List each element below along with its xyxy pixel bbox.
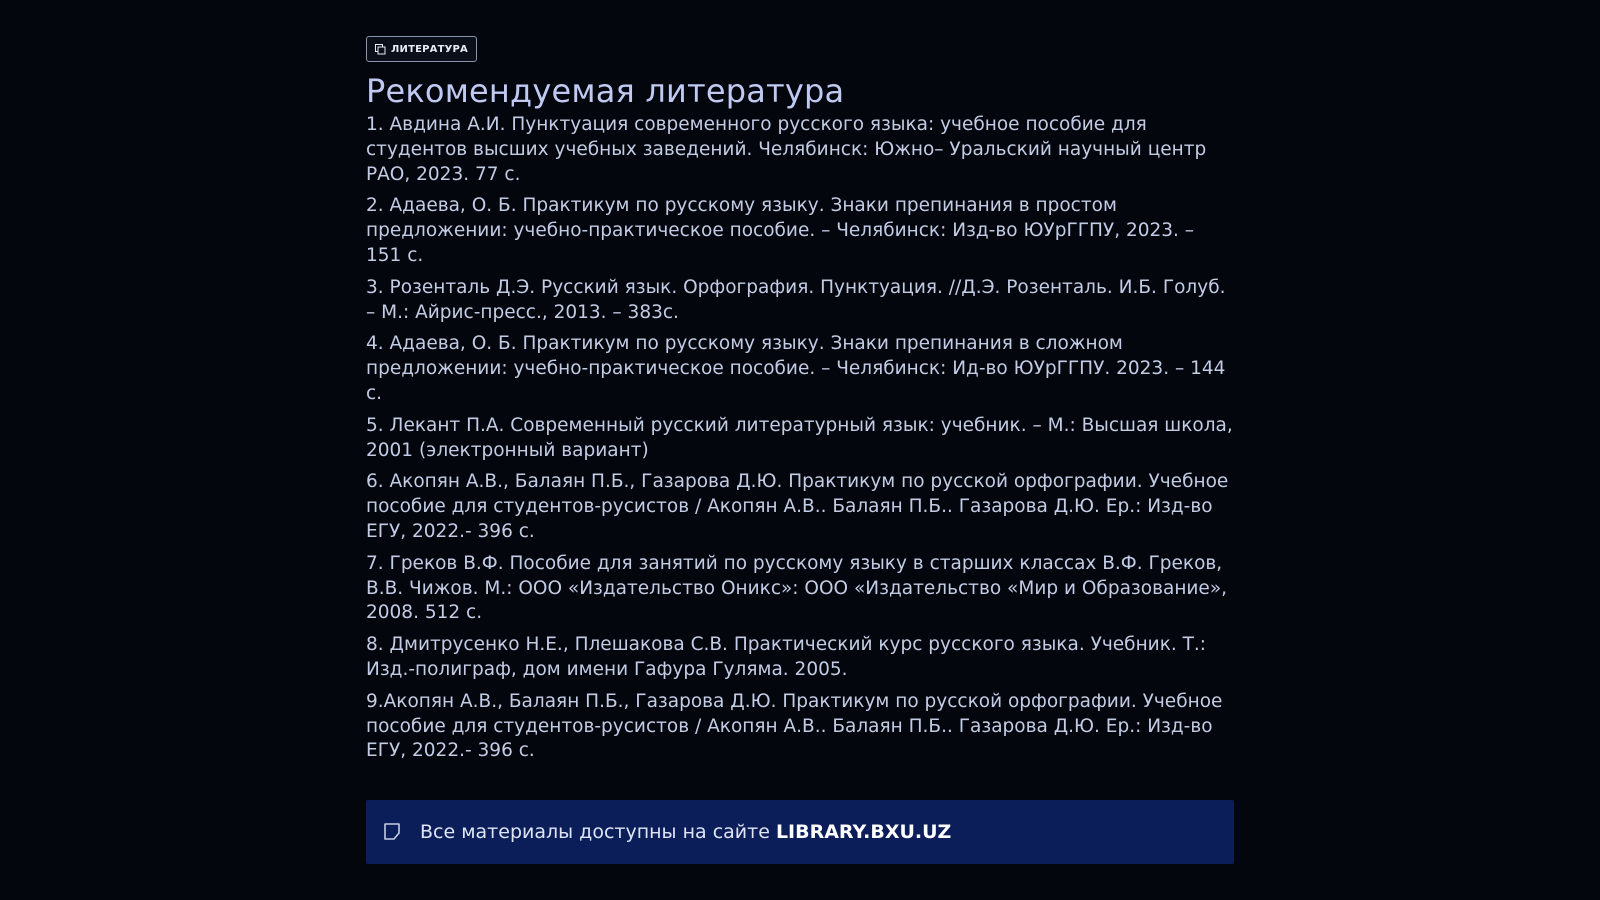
section-badge	[366, 36, 477, 62]
library-notice	[366, 800, 1234, 864]
slide	[366, 36, 1234, 843]
reference-item: 3. Розенталь Д.Э. Русский язык. Орфография. Пунктуация. //Д.Э. Розенталь. И.Б. Голуб. – М.: Айрис-пресс., 2013. – 383с.	[366, 276, 1226, 323]
reference-item: 6. Акопян А.В., Балаян П.Б., Газарова Д.Ю. Практикум по русской орфографии. Учебное пособие для студентов-русистов / Акопян А.В.. Балаян П.Б.. Газарова Д.Ю. Ер.: Изд-во ЕГУ, 2022.- 396 с.	[366, 471, 1229, 542]
reference-item: 8. Дмитрусенко Н.Е., Плешакова С.В. Практический курс русского языка. Учебник. Т.: Изд.-полиграф, дом имени Гафура Гуляма. 2005.	[366, 634, 1207, 680]
notice-text	[420, 821, 951, 843]
copy-icon	[375, 44, 386, 55]
reference-item: 1. Авдина А.И. Пунктуация современного русского языка: учебное пособие для студентов высших учебных заведений. Челябинск: Южно– Уральский научный центр РАО, 2023. 77 с.	[366, 114, 1207, 185]
reference-item: 2. Адаева, О. Б. Практикум по русскому языку. Знаки препинания в простом предложении: учебно-практическое пособие. – Челябинск: Изд-во ЮУрГГПУ, 2023. – 151 с.	[366, 195, 1195, 266]
reference-item: 9.Акопян А.В., Балаян П.Б., Газарова Д.Ю. Практикум по русской орфографии. Учебное пособие для студентов-русистов / Акопян А.В.. Балаян П.Б.. Газарова Д.Ю. Ер.: Изд-во ЕГУ, 2022.- 396 с.	[366, 690, 1223, 762]
library-site-link[interactable]: LIBRARY.BXU.UZ	[775, 821, 952, 843]
reference-list	[366, 113, 1234, 764]
checkbox-icon	[382, 821, 404, 843]
notice-message: Все материалы доступны на сайте	[420, 821, 776, 843]
reference-item: 5. Лекант П.А. Современный русский литературный язык: учебник. – М.: Высшая школа, 2001 (электронный вариант)	[366, 414, 1233, 461]
reference-item: 7. Греков В.Ф. Пособие для занятий по русскому языку в старших классах В.Ф. Греков, В.В. Чижов. М.: ООО «Издательство Оникс»: ООО «Издательство «Мир и Образование», 2008. 512 с.	[366, 552, 1228, 624]
page-title: Рекомендуемая литература	[366, 72, 845, 110]
badge-label: ЛИТЕРАТУРА	[391, 43, 468, 55]
reference-item: 4. Адаева, О. Б. Практикум по русскому языку. Знаки препинания в сложном предложении: учебно-практическое пособие. – Челябинск: Ид-во ЮУрГГПУ. 2023. – 144 с.	[366, 333, 1226, 404]
